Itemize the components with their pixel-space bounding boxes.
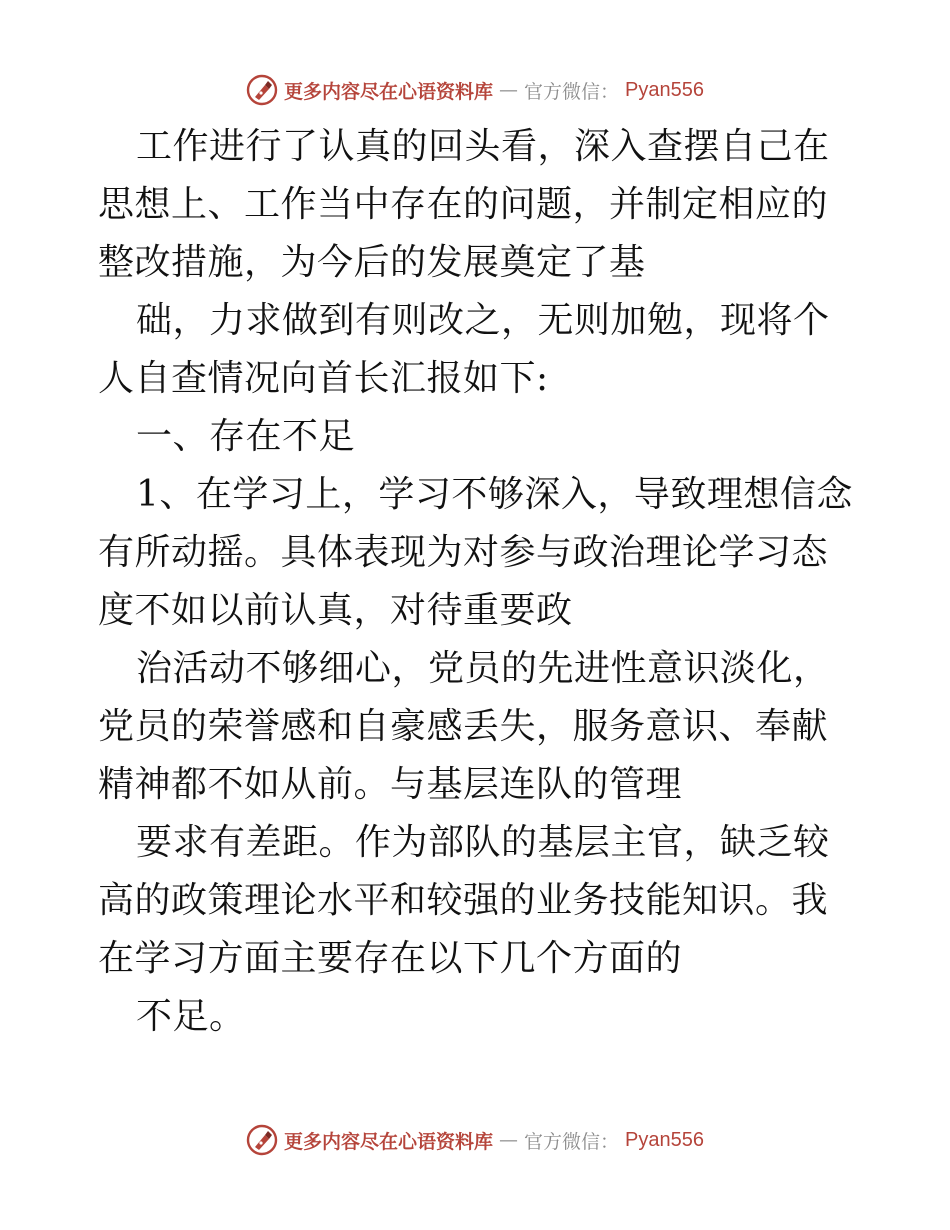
header-wechat-id: Pyan556 bbox=[625, 78, 704, 101]
header-wechat-label: 官方微信： bbox=[524, 80, 620, 103]
paragraph-3: 1、在学习上，学习不够深入，导致理想信念有所动摇。具体表现为对参与政治理论学习态度不如以前认真，对待重要政 bbox=[98, 474, 853, 631]
footer-wechat-label: 官方微信： bbox=[524, 1130, 620, 1153]
footer-separator: — bbox=[499, 1129, 519, 1151]
footer-wechat-id: Pyan556 bbox=[625, 1128, 704, 1151]
document-body bbox=[98, 118, 858, 1046]
header-separator: — bbox=[499, 79, 519, 101]
paragraph-1: 工作进行了认真的回头看，深入查摆自己在思想上、工作当中存在的问题，并制定相应的整改措施，为今后的发展奠定了基 bbox=[98, 126, 830, 283]
pen-nib-logo-icon bbox=[246, 1124, 278, 1156]
section-heading: 一、存在不足 bbox=[136, 416, 356, 457]
paragraph-2: 础，力求做到有则改之，无则加勉，现将个人自查情况向首长汇报如下: bbox=[98, 300, 830, 399]
paragraph-4: 治活动不够细心，党员的先进性意识淡化，党员的荣誉感和自豪感丢失，服务意识、奉献精神都不如从前。与基层连队的管理 bbox=[98, 648, 830, 805]
footer-banner bbox=[0, 1120, 950, 1160]
pen-nib-logo-icon bbox=[246, 74, 278, 106]
header-site-text: 更多内容尽在心语资料库 bbox=[284, 80, 494, 103]
paragraph-5: 要求有差距。作为部队的基层主官，缺乏较高的政策理论水平和较强的业务技能知识。我在学习方面主要存在以下几个方面的 bbox=[98, 822, 830, 979]
header-banner bbox=[0, 70, 950, 110]
footer-site-text: 更多内容尽在心语资料库 bbox=[284, 1130, 494, 1153]
paragraph-6: 不足。 bbox=[136, 996, 246, 1037]
